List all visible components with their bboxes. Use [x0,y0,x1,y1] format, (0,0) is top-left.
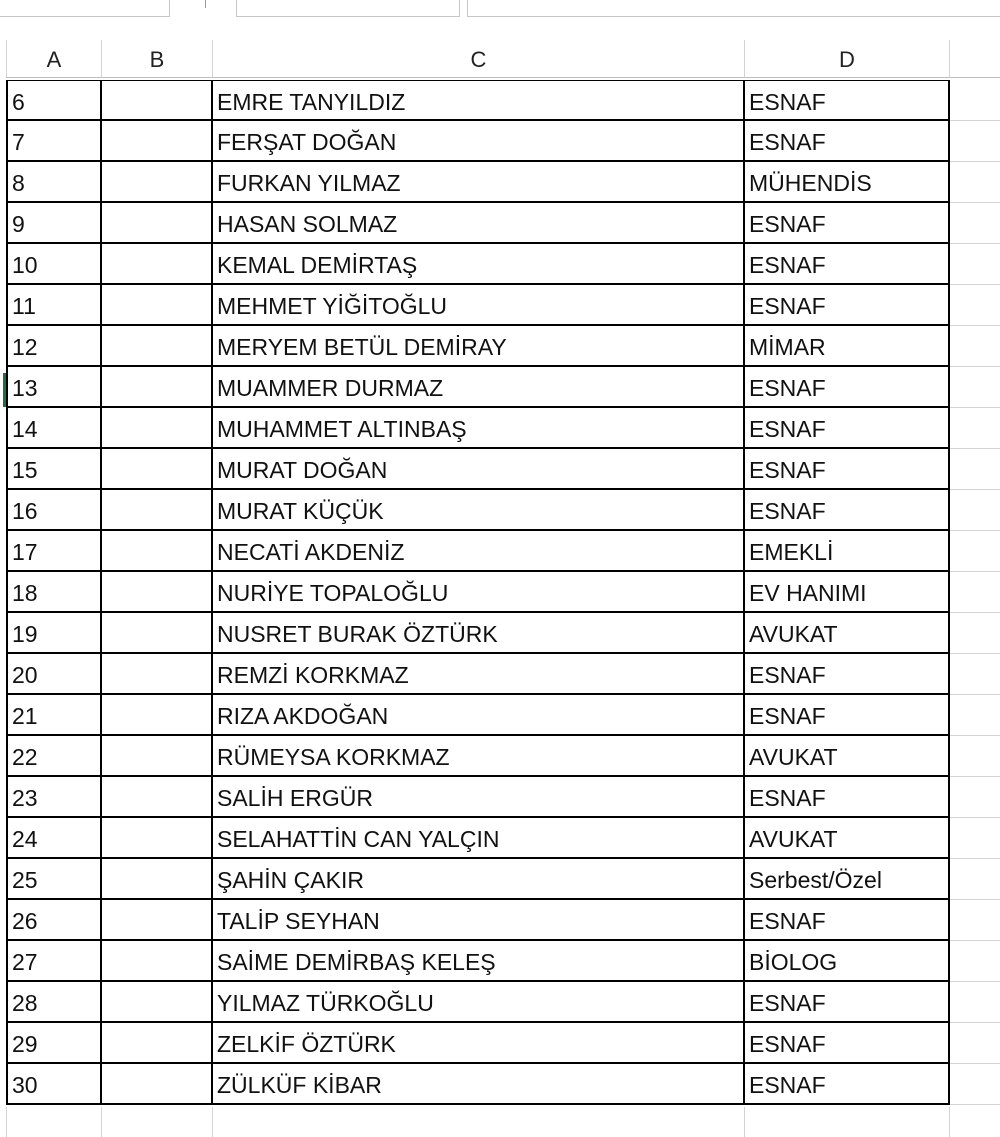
cell-a[interactable]: 22 [6,736,102,777]
cell-b[interactable] [102,490,213,531]
cell-empty[interactable] [950,367,1000,408]
cell-d[interactable]: ESNAF [745,982,950,1023]
name-box[interactable] [0,0,170,17]
cell-b[interactable] [102,162,213,203]
cell-a[interactable]: 11 [6,285,102,326]
cell-c[interactable]: HASAN SOLMAZ [213,203,745,244]
column-header-b[interactable]: B [102,40,213,78]
cell-a[interactable]: 29 [6,1023,102,1064]
cell-d[interactable]: ESNAF [745,203,950,244]
table-row [0,777,1000,818]
cell-a[interactable]: 14 [6,408,102,449]
column-header-a[interactable]: A [6,40,102,78]
cell-b[interactable] [102,900,213,941]
table-row [0,572,1000,613]
cell-b[interactable] [102,613,213,654]
cell-d[interactable]: ESNAF [745,654,950,695]
cell-empty[interactable] [950,490,1000,531]
cell-d[interactable]: ESNAF [745,490,950,531]
cell-b[interactable] [102,1023,213,1064]
cell-b[interactable] [102,285,213,326]
table-row [0,326,1000,367]
cell-b[interactable] [102,941,213,982]
cell-c[interactable]: ŞAHİN ÇAKIR [213,859,745,900]
cell-b[interactable] [102,449,213,490]
table-row [0,121,1000,162]
cell-empty[interactable] [950,982,1000,1023]
cell-empty[interactable] [950,613,1000,654]
cell-a[interactable]: 20 [6,654,102,695]
cell-empty[interactable] [950,80,1000,121]
cell-d[interactable]: ESNAF [745,285,950,326]
table-row [0,982,1000,1023]
formula-bar-input[interactable] [467,0,1000,17]
cell-c[interactable]: ZELKİF ÖZTÜRK [213,1023,745,1064]
cell-a[interactable]: 9 [6,203,102,244]
cell-empty[interactable] [950,736,1000,777]
cell-empty[interactable] [950,941,1000,982]
cell-empty[interactable] [950,695,1000,736]
cell-a[interactable]: 18 [6,572,102,613]
cell-c[interactable]: RIZA AKDOĞAN [213,695,745,736]
cell-d[interactable]: ESNAF [745,695,950,736]
table-row [0,1023,1000,1064]
cell-b[interactable] [102,818,213,859]
cell-d[interactable]: ESNAF [745,777,950,818]
cell-c[interactable]: NECATİ AKDENİZ [213,531,745,572]
cell-b[interactable] [102,244,213,285]
cell-a[interactable]: 21 [6,695,102,736]
cell-c[interactable]: MERYEM BETÜL DEMİRAY [213,326,745,367]
cell-d[interactable]: ESNAF [745,80,950,121]
cell-empty[interactable] [950,654,1000,695]
cell-c[interactable]: SALİH ERGÜR [213,777,745,818]
cell-c[interactable]: REMZİ KORKMAZ [213,654,745,695]
table-row [0,1064,1000,1105]
cell-a[interactable]: 28 [6,982,102,1023]
cell-a[interactable]: 12 [6,326,102,367]
cell-c[interactable]: MEHMET YİĞİTOĞLU [213,285,745,326]
cell-b[interactable] [102,408,213,449]
cell-d[interactable]: Serbest/Özel [745,859,950,900]
cell-c[interactable]: KEMAL DEMİRTAŞ [213,244,745,285]
table-row [0,203,1000,244]
cell-d[interactable]: EMEKLİ [745,531,950,572]
cell-a[interactable]: 30 [6,1064,102,1105]
cell-d[interactable]: MÜHENDİS [745,162,950,203]
cell-c[interactable]: SELAHATTİN CAN YALÇIN [213,818,745,859]
toolbar-separator [205,0,206,8]
table-row [0,613,1000,654]
cell-a[interactable]: 24 [6,818,102,859]
cell-c[interactable]: YILMAZ TÜRKOĞLU [213,982,745,1023]
cell-c[interactable]: MUHAMMET ALTINBAŞ [213,408,745,449]
table-row [0,531,1000,572]
cell-a[interactable]: 7 [6,121,102,162]
table-row [0,162,1000,203]
cell-empty[interactable] [950,121,1000,162]
cell-b[interactable] [102,326,213,367]
cell-c[interactable]: SAİME DEMİRBAŞ KELEŞ [213,941,745,982]
cell-a[interactable]: 15 [6,449,102,490]
formula-buttons[interactable] [236,0,460,17]
table-row [0,900,1000,941]
cell-c[interactable]: MUAMMER DURMAZ [213,367,745,408]
cell-d[interactable]: MİMAR [745,326,950,367]
cell-b[interactable] [102,572,213,613]
cell-a[interactable]: 23 [6,777,102,818]
cell-empty[interactable] [950,203,1000,244]
cell-a[interactable]: 6 [6,80,102,121]
cell-empty[interactable] [950,777,1000,818]
cell-a[interactable]: 13 [6,367,102,408]
cell-empty[interactable] [950,531,1000,572]
column-header-c[interactable]: C [213,40,745,78]
cell-d[interactable]: ESNAF [745,367,950,408]
cell-b[interactable] [102,982,213,1023]
cell-c[interactable]: MURAT DOĞAN [213,449,745,490]
cell-c[interactable]: FERŞAT DOĞAN [213,121,745,162]
table-row [0,285,1000,326]
cell-b[interactable] [102,777,213,818]
cell-b[interactable] [102,859,213,900]
cell-b[interactable] [102,121,213,162]
table-row [0,408,1000,449]
cell-empty[interactable] [950,1064,1000,1105]
cell-c[interactable]: ZÜLKÜF KİBAR [213,1064,745,1105]
cell-a[interactable]: 27 [6,941,102,982]
cell-d[interactable]: ESNAF [745,449,950,490]
cell-b[interactable] [102,1064,213,1105]
cell-b[interactable] [102,203,213,244]
cell-empty[interactable] [950,572,1000,613]
table-row [0,490,1000,531]
column-header-next[interactable] [950,40,1000,78]
cell-empty[interactable] [950,449,1000,490]
cell-empty[interactable] [950,408,1000,449]
table-row [0,80,1000,121]
table-row [0,367,1000,408]
cell-empty[interactable] [950,1023,1000,1064]
cell-a[interactable]: 10 [6,244,102,285]
cell-a[interactable]: 16 [6,490,102,531]
cell-b[interactable] [102,531,213,572]
cell-empty[interactable] [950,326,1000,367]
cell-b[interactable] [102,695,213,736]
cell-d[interactable]: ESNAF [745,244,950,285]
table-row [0,449,1000,490]
cell-d[interactable]: EV HANIMI [745,572,950,613]
cell-c[interactable]: EMRE TANYILDIZ [213,80,745,121]
cell-b[interactable] [102,367,213,408]
table-row [0,695,1000,736]
formula-toolbar [0,0,1000,26]
cell-c[interactable]: RÜMEYSA KORKMAZ [213,736,745,777]
cell-c[interactable]: TALİP SEYHAN [213,900,745,941]
cell-d[interactable]: AVUKAT [745,818,950,859]
cell-d[interactable]: AVUKAT [745,736,950,777]
table-row [0,244,1000,285]
cell-c[interactable]: NUSRET BURAK ÖZTÜRK [213,613,745,654]
cell-empty[interactable] [950,859,1000,900]
table-row [0,818,1000,859]
cell-c[interactable]: FURKAN YILMAZ [213,162,745,203]
cell-c[interactable]: NURİYE TOPALOĞLU [213,572,745,613]
column-header-d[interactable]: D [745,40,950,78]
table-row [0,736,1000,777]
table-row [0,859,1000,900]
cell-c[interactable]: MURAT KÜÇÜK [213,490,745,531]
cell-a[interactable]: 19 [6,613,102,654]
cell-d[interactable]: ESNAF [745,1023,950,1064]
cell-empty[interactable] [950,162,1000,203]
cell-empty[interactable] [950,244,1000,285]
cell-d[interactable]: BİOLOG [745,941,950,982]
cell-d[interactable]: ESNAF [745,408,950,449]
cell-b[interactable] [102,80,213,121]
cell-empty[interactable] [950,900,1000,941]
cell-b[interactable] [102,654,213,695]
cell-a[interactable]: 25 [6,859,102,900]
cell-a[interactable]: 26 [6,900,102,941]
active-cell-marker [3,373,6,407]
cell-empty[interactable] [950,818,1000,859]
table-row [0,941,1000,982]
cell-empty[interactable] [950,285,1000,326]
cell-d[interactable]: ESNAF [745,900,950,941]
cell-a[interactable]: 8 [6,162,102,203]
cell-a[interactable]: 17 [6,531,102,572]
cell-d[interactable]: AVUKAT [745,613,950,654]
cell-d[interactable]: ESNAF [745,121,950,162]
table-row [0,654,1000,695]
cell-d[interactable]: ESNAF [745,1064,950,1105]
cell-b[interactable] [102,736,213,777]
